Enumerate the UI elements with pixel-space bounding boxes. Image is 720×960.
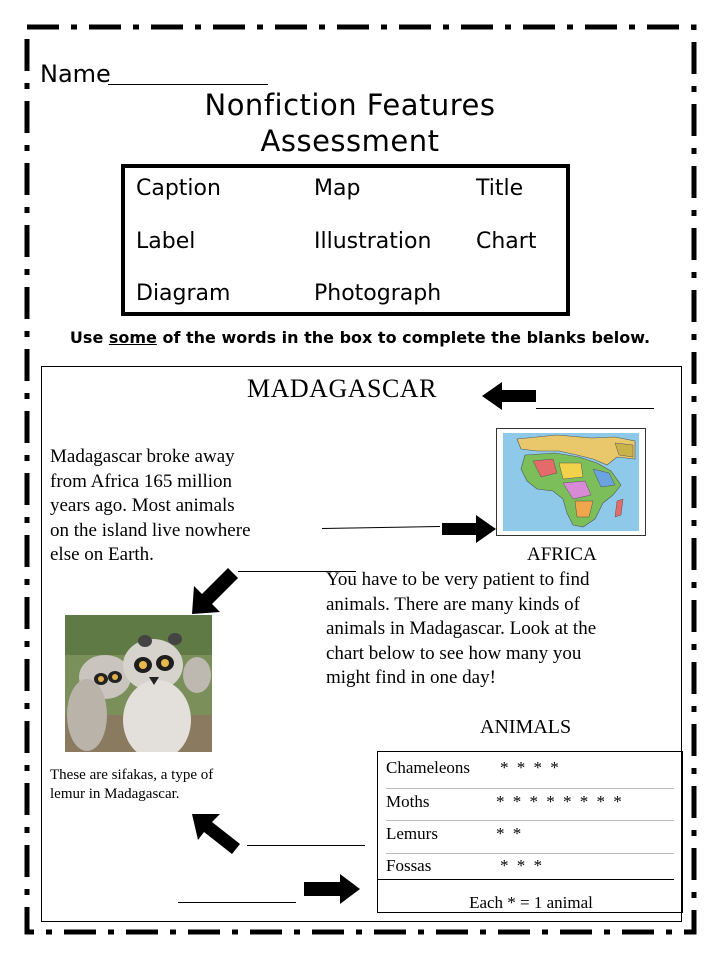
instructions: Use some of the words in the box to complete the blanks below. [69,328,651,347]
lemur-photo-icon [65,615,212,752]
map-caption: AFRICA [527,544,597,565]
animal-tally: * * * [500,856,544,875]
word-chart: Chart [476,229,537,254]
word-title: Title [476,176,524,201]
animal-chart [377,751,683,913]
passage-heading: MADAGASCAR [247,374,437,403]
chart-row [386,850,674,882]
chart-row [386,752,674,784]
animal-tally: * * * * * * * * [496,792,624,811]
patience-paragraph: You have to be very patient to find animals. There are many kinds of animals in Madagascar. Look at the chart below to see how many you might find in one day! [326,569,597,688]
arrow-left-icon [480,378,540,414]
word-caption: Caption [136,176,221,201]
page-title-line2: Assessment [260,124,440,158]
word-bank-box [121,164,570,316]
name-label: Name [40,60,111,88]
answer-blank-title[interactable] [536,408,654,409]
chart-key-divider [378,879,674,880]
arrow-right-icon [302,870,362,908]
animal-tally: * * [496,824,524,843]
word-photograph: Photograph [314,281,442,306]
word-label: Label [136,229,196,254]
intro-paragraph: Madagascar broke away from Africa 165 million years ago. Most animals on the island live nowhere else on Earth. [50,446,251,565]
arrow-right-icon [440,511,498,547]
chart-row [386,818,674,850]
arrow-up-left-icon [188,808,244,856]
arrow-down-left-icon [188,562,244,618]
name-blank[interactable] [108,84,268,85]
animal-name: Fossas [386,856,432,875]
answer-blank-chart[interactable] [178,902,296,903]
animal-name: Chameleons [386,758,471,777]
africa-map-icon [496,428,646,536]
word-illustration: Illustration [314,229,432,254]
word-diagram: Diagram [136,281,231,306]
chart-key: Each * = 1 animal [469,893,593,912]
animal-name: Lemurs [386,824,438,843]
answer-blank-caption[interactable] [247,845,365,846]
chart-title: ANIMALS [480,716,572,738]
answer-blank-paragraph[interactable] [238,571,356,572]
page-title-line1: Nonfiction Features [204,88,496,122]
animal-name: Moths [386,792,430,811]
chart-row [386,786,674,818]
word-map: Map [314,176,361,201]
animal-tally: * * * * [500,758,561,777]
photo-caption: These are sifakas, a type of lemur in Madagascar. [50,767,214,802]
